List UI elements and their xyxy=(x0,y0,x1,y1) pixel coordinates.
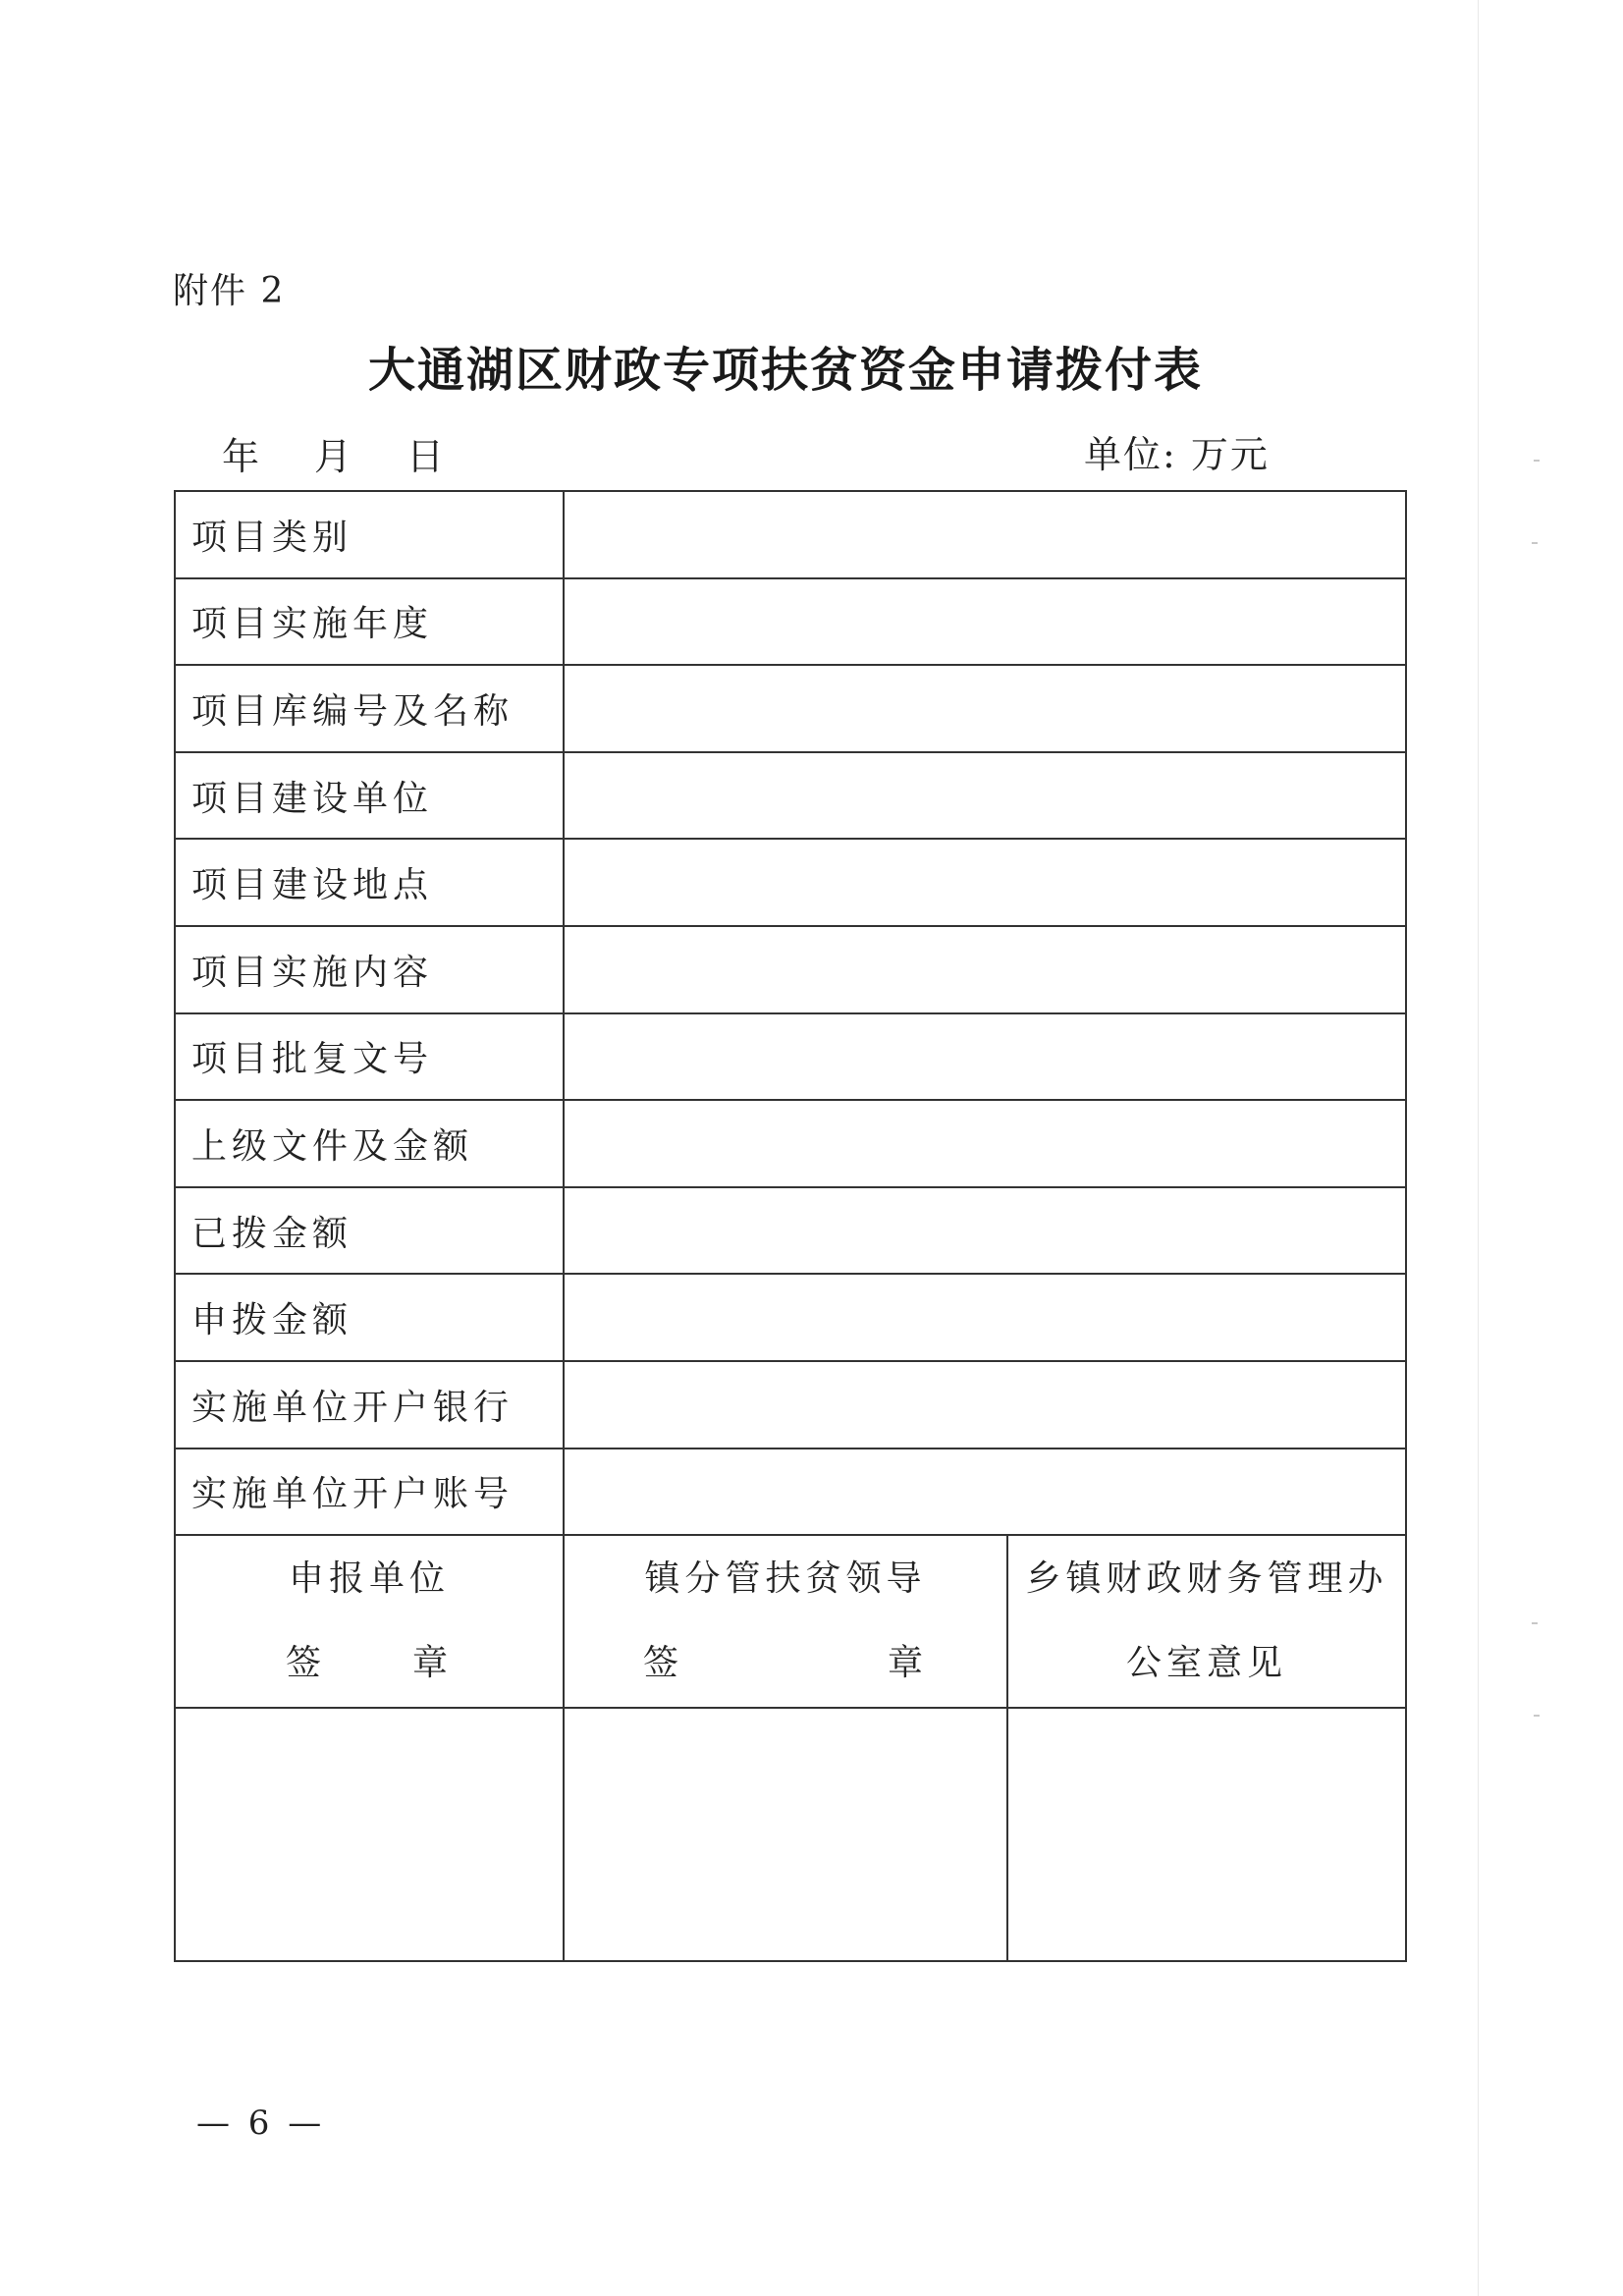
applicant-signature-header xyxy=(175,1535,564,1708)
scan-speck xyxy=(1532,542,1538,544)
finance-office-label-line2: 公室意见 xyxy=(1125,1643,1287,1684)
account-number-field[interactable] xyxy=(564,1449,1406,1536)
applicant-sign-seal-line xyxy=(286,1621,453,1706)
applicant-sign-label: 签 xyxy=(286,1643,327,1684)
table-row xyxy=(175,1013,1406,1101)
table-row xyxy=(175,752,1406,840)
row-label-project-category: 项目类别 xyxy=(175,491,564,578)
bank-field[interactable] xyxy=(564,1361,1406,1449)
row-label-requested-amount: 申拨金额 xyxy=(175,1274,564,1361)
table-row xyxy=(175,839,1406,926)
allocated-amount-field[interactable] xyxy=(564,1187,1406,1275)
town-leader-signature-header xyxy=(564,1535,1007,1708)
row-label-construction-unit: 项目建设单位 xyxy=(175,752,564,840)
table-row xyxy=(175,665,1406,752)
table-row xyxy=(175,491,1406,578)
date-year-label: 年 xyxy=(222,435,260,478)
requested-amount-field[interactable] xyxy=(564,1274,1406,1361)
implementation-year-field[interactable] xyxy=(564,578,1406,666)
row-label-bank: 实施单位开户银行 xyxy=(175,1361,564,1449)
table-row xyxy=(175,1449,1406,1536)
unit-label: 单位: 万元 xyxy=(1084,433,1270,476)
page-number: — 6 — xyxy=(196,2104,326,2143)
table-row xyxy=(175,1274,1406,1361)
town-leader-sign-label: 签 xyxy=(643,1643,684,1684)
finance-office-label-line1: 乡镇财政财务管理办 xyxy=(1025,1558,1388,1600)
table-row xyxy=(175,1187,1406,1275)
superior-document-amount-field[interactable] xyxy=(564,1100,1406,1187)
table-row xyxy=(175,1361,1406,1449)
construction-unit-field[interactable] xyxy=(564,752,1406,840)
application-form-table xyxy=(174,490,1407,1962)
row-label-superior-document-amount: 上级文件及金额 xyxy=(175,1100,564,1187)
date-day-label: 日 xyxy=(406,435,445,478)
town-leader-label: 镇分管扶贫领导 xyxy=(644,1558,927,1600)
row-label-project-number-name: 项目库编号及名称 xyxy=(175,665,564,752)
project-category-field[interactable] xyxy=(564,491,1406,578)
project-number-name-field[interactable] xyxy=(564,665,1406,752)
approval-number-field[interactable] xyxy=(564,1013,1406,1101)
town-leader-seal-label: 章 xyxy=(887,1643,928,1684)
construction-site-field[interactable] xyxy=(564,839,1406,926)
signature-body-row xyxy=(175,1708,1406,1961)
page-title: 大通湖区财政专项扶贫资金申请拨付表 xyxy=(367,343,1203,398)
applicant-signature-area[interactable] xyxy=(175,1708,564,1961)
town-leader-sign-seal-line xyxy=(643,1621,928,1706)
table-row xyxy=(175,926,1406,1013)
row-label-account-number: 实施单位开户账号 xyxy=(175,1449,564,1536)
row-label-approval-number: 项目批复文号 xyxy=(175,1013,564,1101)
date-line xyxy=(222,426,444,480)
scan-speck xyxy=(1532,1622,1538,1624)
attachment-label: 附件 2 xyxy=(173,271,286,311)
scan-speck xyxy=(1534,460,1540,462)
row-label-implementation-content: 项目实施内容 xyxy=(175,926,564,1013)
row-label-allocated-amount: 已拨金额 xyxy=(175,1187,564,1275)
scan-speck xyxy=(1534,1715,1540,1717)
table-row xyxy=(175,578,1406,666)
row-label-implementation-year: 项目实施年度 xyxy=(175,578,564,666)
finance-office-opinion-header xyxy=(1007,1535,1406,1708)
implementation-content-field[interactable] xyxy=(564,926,1406,1013)
table-row xyxy=(175,1100,1406,1187)
signature-header-row xyxy=(175,1535,1406,1708)
town-leader-signature-area[interactable] xyxy=(564,1708,1007,1961)
date-month-label: 月 xyxy=(314,435,352,478)
applicant-unit-label: 申报单位 xyxy=(288,1558,450,1600)
applicant-seal-label: 章 xyxy=(411,1643,453,1684)
row-label-construction-site: 项目建设地点 xyxy=(175,839,564,926)
finance-office-opinion-area[interactable] xyxy=(1007,1708,1406,1961)
